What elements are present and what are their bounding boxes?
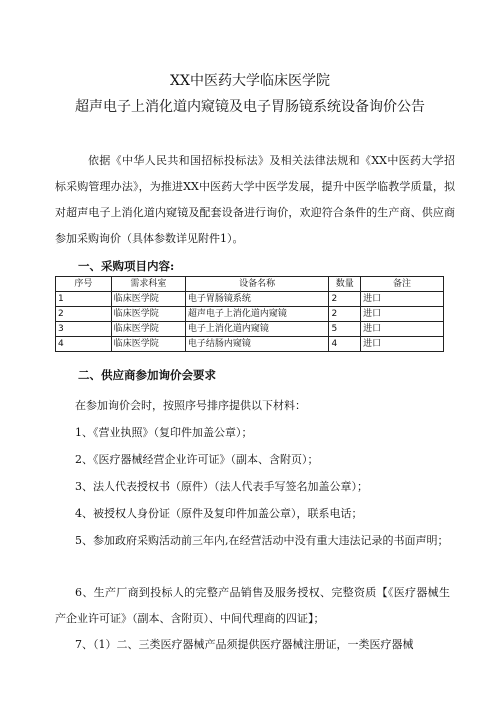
table-cell: 3	[56, 322, 112, 337]
requirements-lead: 在参加询价会时，按照序号排序提供以下材料：	[75, 399, 306, 412]
column-header: 数量	[329, 277, 361, 292]
table-cell: 临床医学院	[111, 307, 185, 322]
table-cell: 1	[56, 292, 112, 307]
document-title: XX中医药大学临床医学院	[170, 73, 330, 89]
table-row	[56, 322, 444, 337]
table-cell: 电子胃肠镜系统	[185, 292, 329, 307]
table-cell: 电子上消化道内窥镜	[185, 322, 329, 337]
document-subtitle: 超声电子上消化道内窥镜及电子胃肠镜系统设备询价公告	[75, 99, 425, 115]
table-header-row	[56, 277, 444, 292]
table-row	[56, 292, 444, 307]
requirement-item: 4、被授权人身份证（原件及复印件加盖公章），联系电话；	[75, 507, 363, 520]
table-cell: 进口	[361, 322, 444, 337]
table-cell: 进口	[361, 337, 444, 352]
requirement-item: 3、法人代表授权书（原件）（法人代表手写签名加盖公章）；	[75, 480, 368, 493]
requirement-item: 2、《医疗器械经营企业许可证》（副本、含附页）；	[75, 453, 319, 466]
table-cell: 4	[329, 337, 361, 352]
table-row	[56, 307, 444, 322]
requirement-item: 6、生产厂商到投标人的完整产品销售及服务授权、完整资质【《医疗器械生产企业许可证》（副本、含附页）、中间代理商的四证】；	[55, 586, 450, 625]
table-cell: 进口	[361, 307, 444, 322]
table-cell: 临床医学院	[111, 292, 185, 307]
procurement-table	[55, 276, 444, 352]
table-cell: 超声电子上消化道内窥镜	[185, 307, 329, 322]
table-cell: 电子结肠内窥镜	[185, 337, 329, 352]
table-cell: 4	[56, 337, 112, 352]
column-header: 需求科室	[111, 277, 185, 292]
intro-paragraph: 依据《中华人民共和国招标投标法》及相关法律法规和《XX中医药大学招标采购管理办法》，为推进XX中医药大学中医学发展，提升中医学临教学质量，拟对超声电子上消化道内窥镜及配套设备进行询价，欢迎符合条件的生产商、供应商参加采购询价（具体参数详见附件1）。	[55, 154, 455, 245]
table-cell: 5	[329, 322, 361, 337]
table-cell: 2	[56, 307, 112, 322]
table-cell: 进口	[361, 292, 444, 307]
column-header: 序号	[56, 277, 112, 292]
table-row	[56, 337, 444, 352]
column-header: 设备名称	[185, 277, 329, 292]
requirement-item: 5、参加政府采购活动前三年内,在经营活动中没有重大违法记录的书面声明；	[75, 534, 449, 547]
section-heading-procurement: 一、采购项目内容:	[78, 259, 175, 273]
table-cell: 2	[329, 307, 361, 322]
section-heading-requirements: 二、供应商参加询价会要求	[78, 368, 216, 382]
requirement-item: 1、《营业执照》（复印件加盖公章）；	[75, 426, 253, 439]
table-cell: 2	[329, 292, 361, 307]
table-cell: 临床医学院	[111, 337, 185, 352]
column-header: 备注	[361, 277, 444, 292]
requirement-item: 7、（1）二、三类医疗器械产品须提供医疗器械注册证，一类医疗器械	[75, 638, 414, 651]
table-cell: 临床医学院	[111, 322, 185, 337]
